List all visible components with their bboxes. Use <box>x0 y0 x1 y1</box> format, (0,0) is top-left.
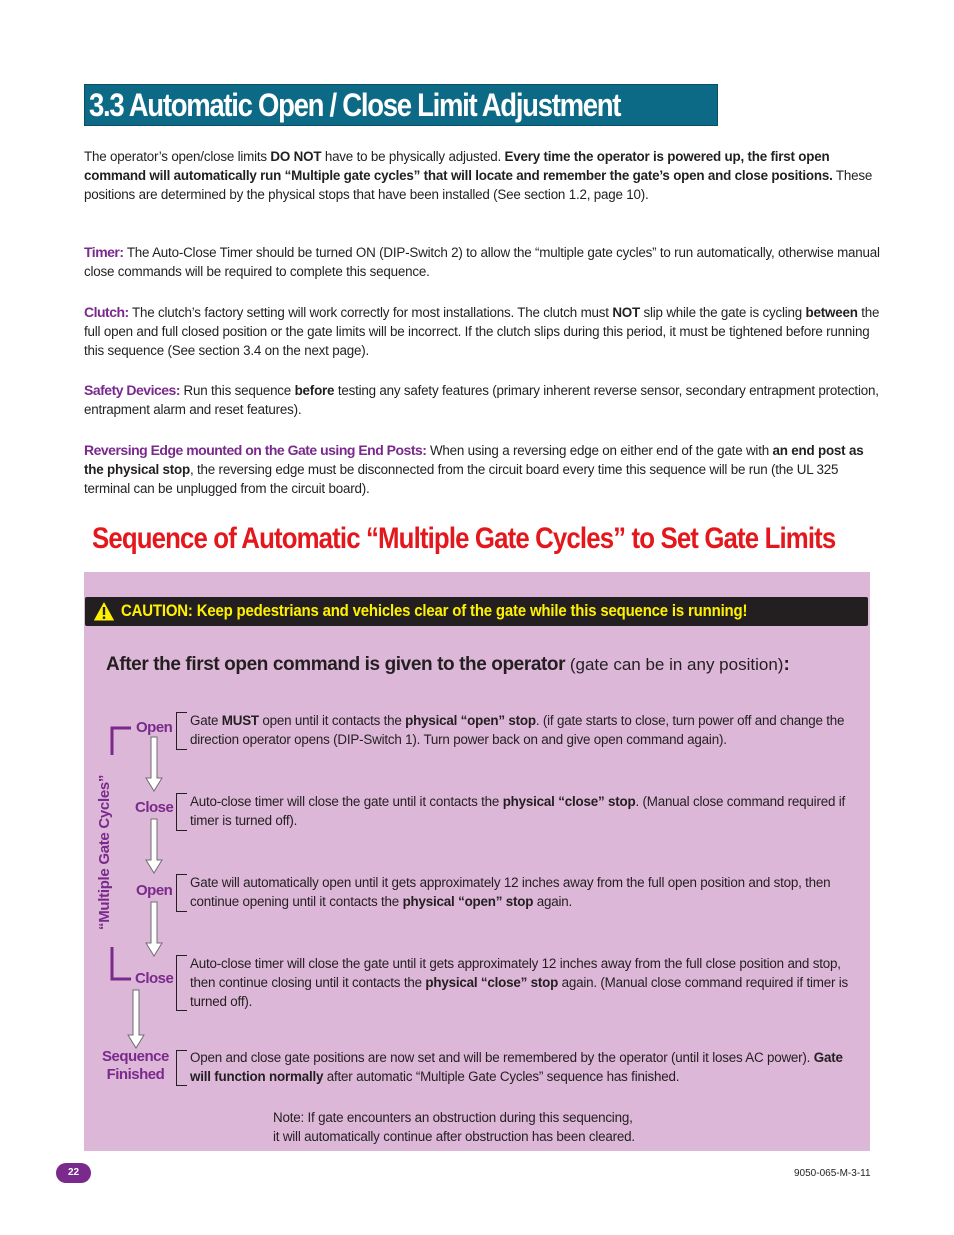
step-label-open: Open <box>136 882 173 899</box>
sequence-finished-label <box>102 1048 169 1084</box>
reversing-paragraph <box>84 441 884 498</box>
reversing-text: , the reversing edge must be disconnected from the circuit board every time this sequence will be run (the UL 325 terminal can be unplugged from the circuit board). <box>84 462 839 496</box>
step-bracket <box>176 793 187 831</box>
step-label-open: Open <box>136 719 173 736</box>
timer-text: The Auto-Close Timer should be turned ON (DIP-Switch 2) to allow the “multiple gate cycles” to run automatically, otherwise manual close commands will be required to complete this sequence. <box>84 245 880 279</box>
warning-triangle-icon <box>92 600 116 622</box>
down-arrow-icon <box>146 737 162 791</box>
obstruction-note <box>273 1108 635 1146</box>
after-colon: : <box>783 654 790 675</box>
reversing-lead: Reversing Edge mounted on the Gate using End Posts: <box>84 442 427 458</box>
clutch-text: the full open and full closed position or the gate limits will be incorrect. If the clutch slips during this period, it must be tightened before running this sequence (See section 3.4 on the next page). <box>84 305 880 358</box>
intro-paragraph <box>84 147 884 204</box>
step-text: Auto-close timer will close the gate until it contacts the <box>190 794 503 809</box>
step-text-1 <box>190 711 850 749</box>
step-bold: MUST <box>221 713 259 728</box>
reversing-bold: an end post as the physical stop <box>84 443 864 477</box>
step-text-4 <box>190 954 850 1011</box>
step-bold: physical “close” stop <box>502 794 636 809</box>
reversing-text: When using a reversing edge on either end of the gate with <box>426 443 773 458</box>
clutch-text: slip while the gate is cycling <box>639 305 806 320</box>
step-text: again. (Manual close command required if timer is turned off). <box>190 975 849 1009</box>
step-text: open until it contacts the <box>258 713 406 728</box>
step-text: Gate <box>190 713 222 728</box>
section-title: 3.3 Automatic Open / Close Limit Adjustment <box>89 87 621 123</box>
step-bold: physical “open” stop <box>402 894 534 909</box>
clutch-text: The clutch’s factory setting will work correctly for most installations. The clutch must <box>128 305 613 320</box>
step-bracket <box>176 955 187 1011</box>
safety-paragraph <box>84 381 884 419</box>
step-bold: physical “close” stop <box>425 975 559 990</box>
cycle-bracket-bottom <box>112 947 131 979</box>
step-label-close: Close <box>135 970 174 987</box>
after-normal: (gate can be in any position) <box>565 655 784 674</box>
multiple-gate-cycles-label: “Multiple Gate Cycles” <box>96 774 113 930</box>
step-bold: physical “open” stop <box>405 713 536 728</box>
caution-text: CAUTION: Keep pedestrians and vehicles clear of the gate while this sequence is running! <box>121 601 748 620</box>
finished-text-part: Open and close gate positions are now set and will be remembered by the operator (until it loses AC power). <box>190 1050 814 1065</box>
step-bracket <box>176 874 187 912</box>
clutch-bold: between <box>805 305 858 320</box>
page-number: 22 <box>56 1163 91 1183</box>
clutch-lead: Clutch: <box>84 304 129 320</box>
caution-bar <box>85 597 868 626</box>
intro-text: have to be physically adjusted. <box>321 149 505 164</box>
down-arrow-icon <box>146 902 162 956</box>
safety-text: Run this sequence <box>180 383 295 398</box>
finished-bold: Gate will function normally <box>190 1050 843 1084</box>
finished-label-line1: Sequence <box>102 1048 169 1065</box>
step-text: Auto-close timer will close the gate until it gets approximately 12 inches away from the full close position and stop, then continue closing until it contacts the <box>190 956 841 990</box>
down-arrow-icon <box>146 819 162 873</box>
finished-text-part: after automatic “Multiple Gate Cycles” sequence has finished. <box>323 1069 680 1084</box>
step-text: again. <box>533 894 573 909</box>
intro-text: The operator’s open/close limits <box>84 149 271 164</box>
cycle-bracket-top <box>112 728 131 755</box>
section-title-banner <box>84 84 718 126</box>
finished-label-line2: Finished <box>106 1066 165 1083</box>
down-arrow-icon <box>128 990 144 1048</box>
clutch-bold: NOT <box>612 305 640 320</box>
finished-text <box>190 1048 860 1086</box>
timer-paragraph <box>84 243 884 281</box>
timer-lead: Timer: <box>84 244 124 260</box>
step-text: . (if gate starts to close, turn power off and change the direction operator opens (DIP-Switch 1). Turn power back on and give open command again). <box>190 713 845 747</box>
step-bracket <box>176 1050 187 1086</box>
step-text: . (Manual close command required if timer is turned off). <box>190 794 846 828</box>
after-command-heading <box>106 654 789 676</box>
step-label-close: Close <box>135 799 174 816</box>
note-line: Note: If gate encounters an obstruction during this sequencing, <box>273 1110 633 1125</box>
safety-text: testing any safety features (primary inherent reverse sensor, secondary entrapment protection, entrapment alarm and reset features). <box>84 383 879 417</box>
intro-bold: Every time the operator is powered up, the first open command will automatically run “Multiple gate cycles” that will locate and remember the gate’s open and close positions. <box>84 149 833 183</box>
safety-lead: Safety Devices: <box>84 382 181 398</box>
intro-bold: DO NOT <box>270 149 322 164</box>
after-bold: After the first open command is given to the operator <box>106 654 566 675</box>
step-text: Gate will automatically open until it gets approximately 12 inches away from the full open position and stop, then continue opening until it contacts the <box>190 875 831 909</box>
step-text-3 <box>190 873 850 911</box>
note-line: it will automatically continue after obstruction has been cleared. <box>273 1129 635 1144</box>
safety-bold: before <box>294 383 335 398</box>
document-id: 9050-065-M-3-11 <box>794 1168 871 1179</box>
clutch-paragraph <box>84 303 884 360</box>
sequence-heading: Sequence of Automatic “Multiple Gate Cycles” to Set Gate Limits <box>92 522 836 555</box>
step-text-2 <box>190 792 850 830</box>
step-bracket <box>176 712 187 750</box>
intro-text: These positions are determined by the physical stops that have been installed (See section 1.2, page 10). <box>84 168 873 202</box>
